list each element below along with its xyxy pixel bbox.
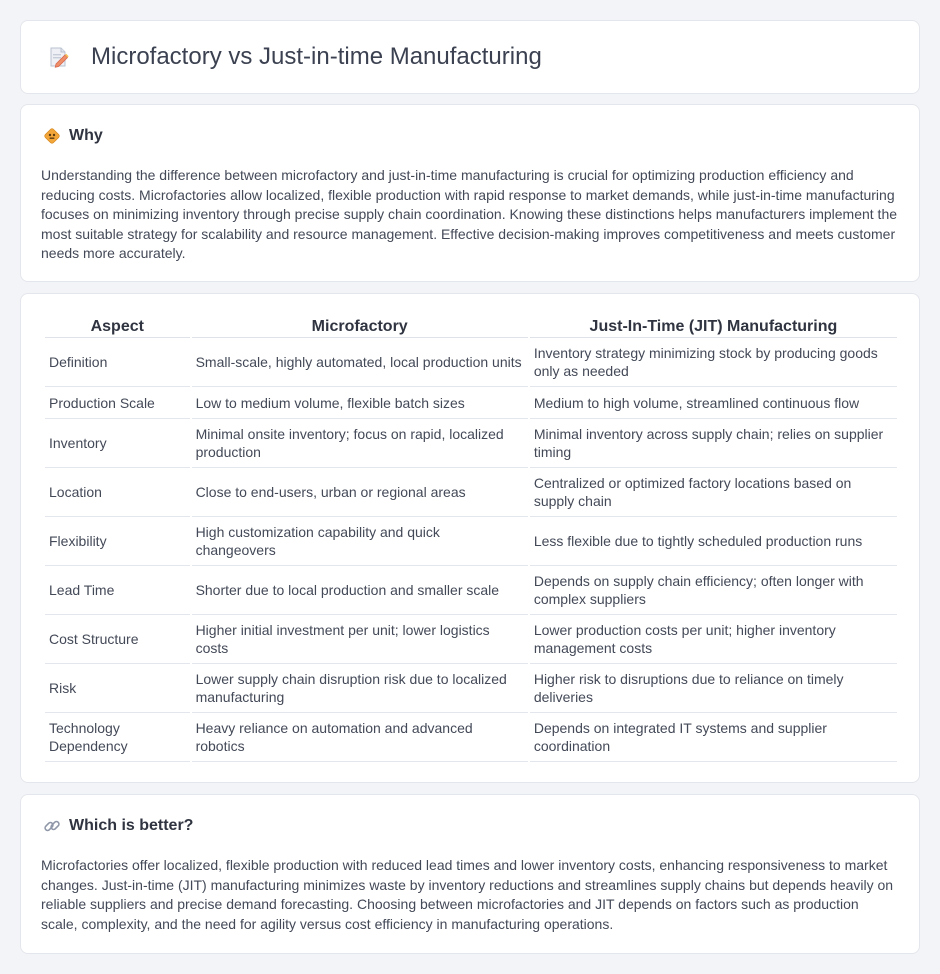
row-jit: Lower production costs per unit; higher inventory management costs <box>530 615 897 664</box>
row-microfactory: High customization capability and quick changeovers <box>192 517 528 566</box>
row-aspect: Technology Dependency <box>45 713 190 762</box>
row-microfactory: Shorter due to local production and smaller scale <box>192 566 528 615</box>
row-microfactory: Small-scale, highly automated, local production units <box>192 338 528 387</box>
row-microfactory: Heavy reliance on automation and advanced robotics <box>192 713 528 762</box>
comparison-table <box>43 316 899 762</box>
table-row <box>45 664 897 713</box>
row-jit: Depends on integrated IT systems and supplier coordination <box>530 713 897 762</box>
row-microfactory: Lower supply chain disruption risk due to localized manufacturing <box>192 664 528 713</box>
row-jit: Minimal inventory across supply chain; relies on supplier timing <box>530 419 897 468</box>
why-section <box>20 104 920 282</box>
row-aspect: Lead Time <box>45 566 190 615</box>
table-row <box>45 713 897 762</box>
row-aspect: Definition <box>45 338 190 387</box>
table-row <box>45 468 897 517</box>
row-jit: Less flexible due to tightly scheduled production runs <box>530 517 897 566</box>
row-aspect: Location <box>45 468 190 517</box>
table-row <box>45 517 897 566</box>
comparison-table-card <box>20 293 920 783</box>
table-row <box>45 419 897 468</box>
why-text: Understanding the difference between microfactory and just-in-time manufacturing is crucial for optimizing production efficiency and reducing costs. Microfactories allow localized, flexible production with rapid response to market demands, while just-in-time manufacturing focuses on minimizing inventory through precise supply chain coordination. Knowing these distinctions helps manufacturers implement the most suitable strategy for scalability and resource management. Effective decision-making improves competitiveness and meets customer needs more accurately. <box>41 167 898 262</box>
header-jit: Just-In-Time (JIT) Manufacturing <box>530 316 897 338</box>
better-text: Microfactories offer localized, flexible production with reduced lead times and lower inventory costs, enhancing responsiveness to market changes. Just-in-time (JIT) manufacturing minimizes waste by inventory reductions and streamlines supply chains but depends heavily on reliable suppliers and precise demand forecasting. Choosing between microfactories and JIT depends on factors such as production scale, complexity, and the need for agility versus cost efficiency in manufacturing operations. <box>41 857 894 932</box>
row-jit: Medium to high volume, streamlined continuous flow <box>530 387 897 419</box>
why-title: Why <box>69 127 103 144</box>
row-aspect: Cost Structure <box>45 615 190 664</box>
row-jit: Centralized or optimized factory locations based on supply chain <box>530 468 897 517</box>
row-aspect: Risk <box>45 664 190 713</box>
header-microfactory: Microfactory <box>192 316 528 338</box>
row-microfactory: Minimal onsite inventory; focus on rapid, localized production <box>192 419 528 468</box>
row-microfactory: Low to medium volume, flexible batch sizes <box>192 387 528 419</box>
row-aspect: Production Scale <box>45 387 190 419</box>
better-title: Which is better? <box>69 817 194 834</box>
row-microfactory: Close to end-users, urban or regional areas <box>192 468 528 517</box>
link-icon <box>43 817 61 835</box>
warning-sign-icon <box>43 127 61 145</box>
table-row <box>45 338 897 387</box>
table-row <box>45 387 897 419</box>
table-row <box>45 615 897 664</box>
row-aspect: Inventory <box>45 419 190 468</box>
table-row <box>45 566 897 615</box>
row-jit: Higher risk to disruptions due to reliance on timely deliveries <box>530 664 897 713</box>
header-aspect: Aspect <box>45 316 190 338</box>
which-is-better-section <box>20 794 920 954</box>
row-jit: Depends on supply chain efficiency; often longer with complex suppliers <box>530 566 897 615</box>
row-aspect: Flexibility <box>45 517 190 566</box>
table-header-row <box>45 316 897 338</box>
header-card <box>20 20 920 94</box>
document-pencil-icon <box>47 46 69 68</box>
row-jit: Inventory strategy minimizing stock by producing goods only as needed <box>530 338 897 387</box>
row-microfactory: Higher initial investment per unit; lower logistics costs <box>192 615 528 664</box>
page-title: Microfactory vs Just-in-time Manufacturing <box>91 43 542 70</box>
